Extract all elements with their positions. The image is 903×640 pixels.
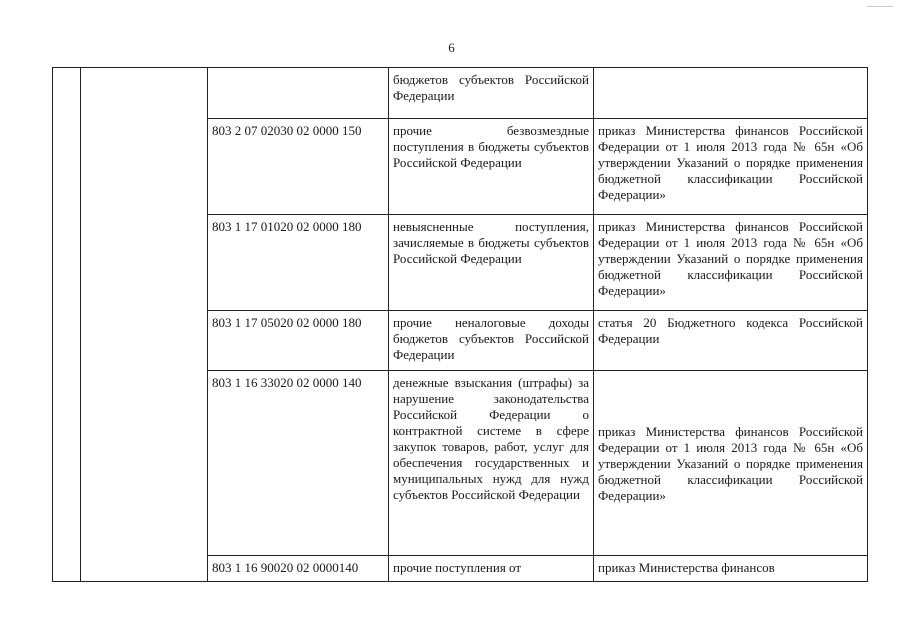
code-cell: 803 2 07 02030 02 0000 150 <box>208 119 389 215</box>
page-number: 6 <box>448 40 455 55</box>
income-codes-table <box>52 67 868 582</box>
basis-cell: приказ Министерства финансов Российской Федерации от 1 июля 2013 года № 65н «Об утверждении Указаний о порядке применения бюджетной классификации Российской Федерации» <box>594 371 868 556</box>
code-cell <box>208 68 389 119</box>
description-cell: денежные взыскания (штрафы) за нарушение законодательства Российской Федерации о контрактной системе в сфере закупок товаров, работ, услуг для обеспечения государственных и муниципальных нужд для нужд субъектов Российской Федерации <box>389 371 594 556</box>
code-cell: 803 1 17 05020 02 0000 180 <box>208 311 389 371</box>
number-column-cell <box>53 68 81 582</box>
basis-cell: приказ Министерства финансов Российской Федерации от 1 июля 2013 года № 65н «Об утверждении Указаний о порядке применения бюджетной классификации Российской Федерации» <box>594 215 868 311</box>
table-row <box>53 68 868 119</box>
code-cell: 803 1 16 33020 02 0000 140 <box>208 371 389 556</box>
basis-cell: статья 20 Бюджетного кодекса Российской Федерации <box>594 311 868 371</box>
code-cell: 803 1 16 90020 02 0000140 <box>208 556 389 582</box>
code-cell: 803 1 17 01020 02 0000 180 <box>208 215 389 311</box>
basis-cell <box>594 68 868 119</box>
administrator-column-cell <box>81 68 208 582</box>
description-cell: бюджетов субъектов Российской Федерации <box>389 68 594 119</box>
description-cell: прочие поступления от <box>389 556 594 582</box>
basis-cell: приказ Министерства финансов <box>594 556 868 582</box>
description-cell: прочие безвозмездные поступления в бюджеты субъектов Российской Федерации <box>389 119 594 215</box>
basis-cell: приказ Министерства финансов Российской Федерации от 1 июля 2013 года № 65н «Об утверждении Указаний о порядке применения бюджетной классификации Российской Федерации» <box>594 119 868 215</box>
description-cell: прочие неналоговые доходы бюджетов субъектов Российской Федерации <box>389 311 594 371</box>
corner-scan-mark <box>867 6 893 7</box>
description-cell: невыясненные поступления, зачисляемые в бюджеты субъектов Российской Федерации <box>389 215 594 311</box>
